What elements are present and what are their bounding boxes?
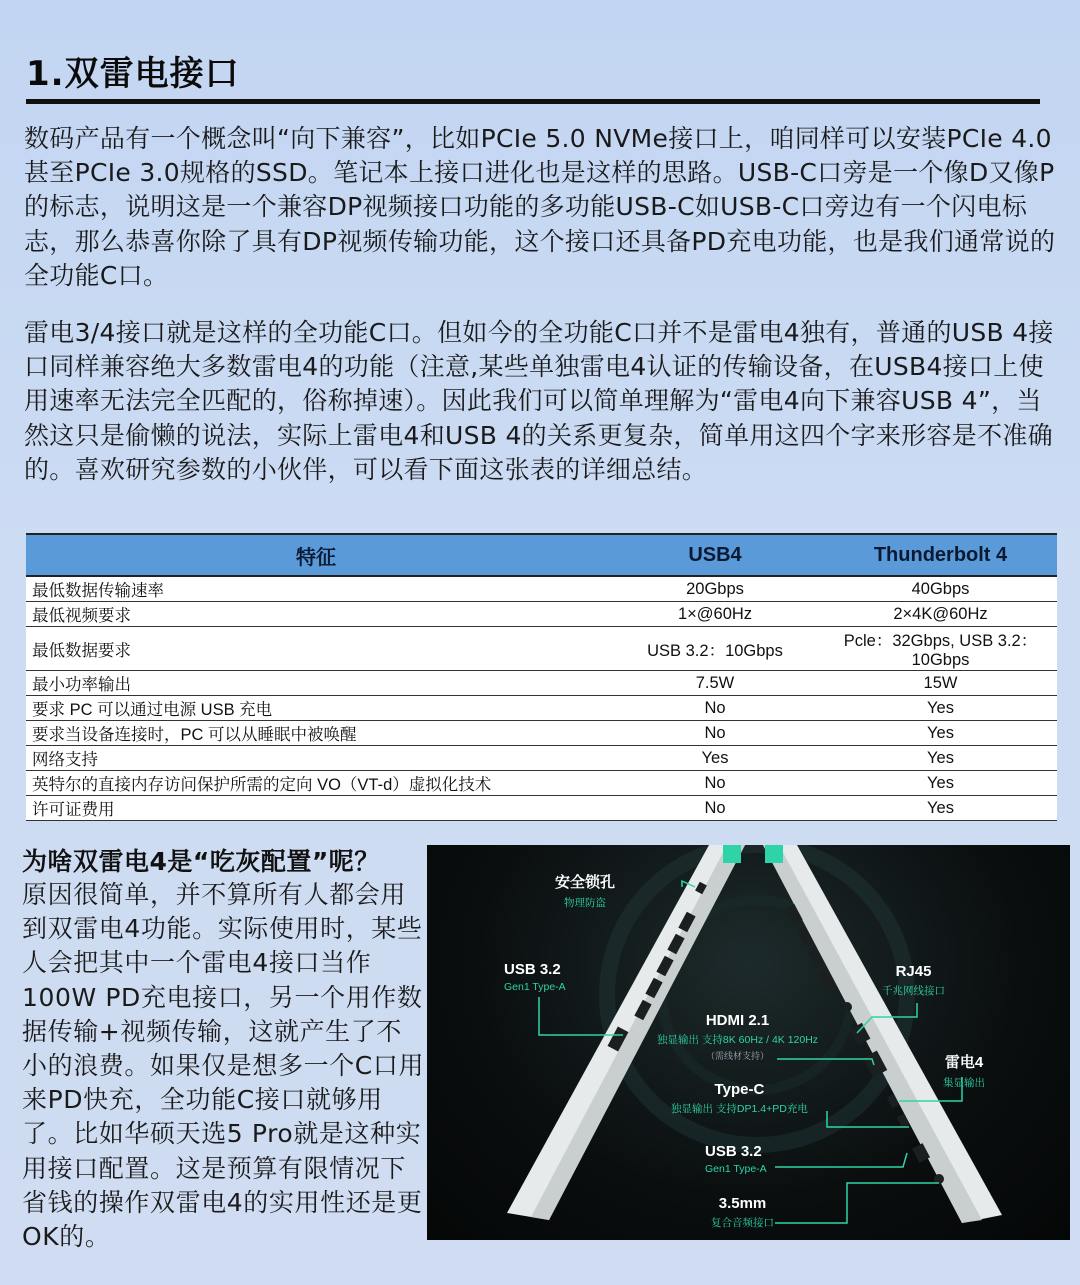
label-usb32-left: USB 3.2 Gen1 Type-A [504, 961, 566, 993]
table-row [26, 602, 1057, 627]
table-row [26, 696, 1057, 721]
label-rj45: RJ45 千兆网线接口 [882, 963, 945, 997]
usb4-cell: 1×@60Hz [606, 602, 824, 627]
usb4-cell: No [606, 796, 824, 821]
usb4-cell: No [606, 771, 824, 796]
feature-cell: 最低数据要求 [26, 627, 606, 671]
tb4-cell: Yes [824, 771, 1057, 796]
laptop-ports-photo [427, 845, 1070, 1240]
header-feature: 特征 [26, 534, 606, 576]
usb4-cell: 7.5W [606, 671, 824, 696]
feature-cell: 最低数据传输速率 [26, 576, 606, 602]
tb4-cell: 40Gbps [824, 576, 1057, 602]
thunderbolt-paragraph: 雷电3/4接口就是这样的全功能C口。但如今的全功能C口并不是雷电4独有，普通的USB 4接口同样兼容绝大多数雷电4的功能（注意,某些单独雷电4认证的传输设备，在USB4接口上使用速率无法完全匹配的，俗称掉速）。因此我们可以简单理解为“雷电4向下兼容USB 4”，当然这只是偷懒的说法，实际上雷电4和USB 4的关系更复杂，简单用这四个字来形容是不准确的。喜欢研究参数的小伙伴，可以看下面这张表的详细总结。 [24, 318, 1054, 484]
section-title: 1.双雷电接口 [26, 54, 240, 94]
tb4-cell: Yes [824, 746, 1057, 771]
table-row [26, 721, 1057, 746]
label-hdmi: HDMI 2.1 独显输出 支持8K 60Hz / 4K 120Hz （需线材支持） [657, 1012, 819, 1061]
tb4-cell: Yes [824, 696, 1057, 721]
feature-cell: 要求当设备连接时，PC 可以从睡眠中被唤醒 [26, 721, 606, 746]
table-row [26, 771, 1057, 796]
label-typec: Type-C 独显输出 支持DP1.4+PD充电 [671, 1081, 808, 1115]
tb4-cell: 2×4K@60Hz [824, 602, 1057, 627]
table-row [26, 746, 1057, 771]
label-thunderbolt4: 雷电4 集显输出 [943, 1054, 985, 1089]
label-audio: 3.5mm 复合音频接口 [711, 1195, 774, 1229]
table-row [26, 796, 1057, 821]
feature-cell: 最小功率输出 [26, 671, 606, 696]
table-row [26, 576, 1057, 602]
intro-paragraph: 数码产品有一个概念叫“向下兼容”，比如PCIe 5.0 NVMe接口上，咱同样可以安装PCIe 4.0甚至PCIe 3.0规格的SSD。笔记本上接口进化也是这样的思路。USB-C口旁是一个像D又像P的标志，说明这是一个兼容DP视频接口功能的多功能USB-C如USB-C口旁边有一个闪电标志，那么恭喜你除了具有DP视频传输功能，这个接口还具备PD充电功能，也是我们通常说的全功能C口。 [24, 124, 1056, 290]
usb4-cell: Yes [606, 746, 824, 771]
feature-cell: 要求 PC 可以通过电源 USB 充电 [26, 696, 606, 721]
tb4-cell: 15W [824, 671, 1057, 696]
header-usb4: USB4 [606, 534, 824, 576]
side-heading: 为啥双雷电4是“吃灰配置”呢？ [22, 847, 380, 876]
label-usb32-right: USB 3.2 Gen1 Type-A [705, 1143, 767, 1175]
header-thunderbolt4: Thunderbolt 4 [824, 534, 1057, 576]
feature-cell: 最低视频要求 [26, 602, 606, 627]
title-divider [26, 99, 1040, 104]
feature-cell: 英特尔的直接内存访问保护所需的定向 VO（VT-d）虚拟化技术 [26, 771, 606, 796]
usb4-cell: 20Gbps [606, 576, 824, 602]
usb4-cell: No [606, 721, 824, 746]
feature-cell: 许可证费用 [26, 796, 606, 821]
tb4-cell: Yes [824, 796, 1057, 821]
table-row [26, 627, 1057, 671]
feature-cell: 网络支持 [26, 746, 606, 771]
table-row [26, 671, 1057, 696]
side-paragraph: 原因很简单，并不算所有人都会用到双雷电4功能。实际使用时，某些人会把其中一个雷电4接口当作100W PD充电接口，另一个用作数据传输+视频传输，这就产生了不小的浪费。如果仅是想多一个C口用来PD快充，全功能C接口就够用了。比如华硕天选5 Pro就是这种实用接口配置。这是预算有限情况下省钱的操作双雷电4的实用性还是更OK的。 [22, 880, 425, 1252]
usb4-cell: USB 3.2：10Gbps [606, 627, 824, 671]
usb4-cell: No [606, 696, 824, 721]
comparison-table [26, 533, 1057, 821]
table-header-row [26, 534, 1057, 576]
tb4-cell: Pcle：32Gbps, USB 3.2：10Gbps [824, 627, 1057, 671]
tb4-cell: Yes [824, 721, 1057, 746]
label-lock: 安全锁孔 物理防盗 [555, 874, 616, 909]
